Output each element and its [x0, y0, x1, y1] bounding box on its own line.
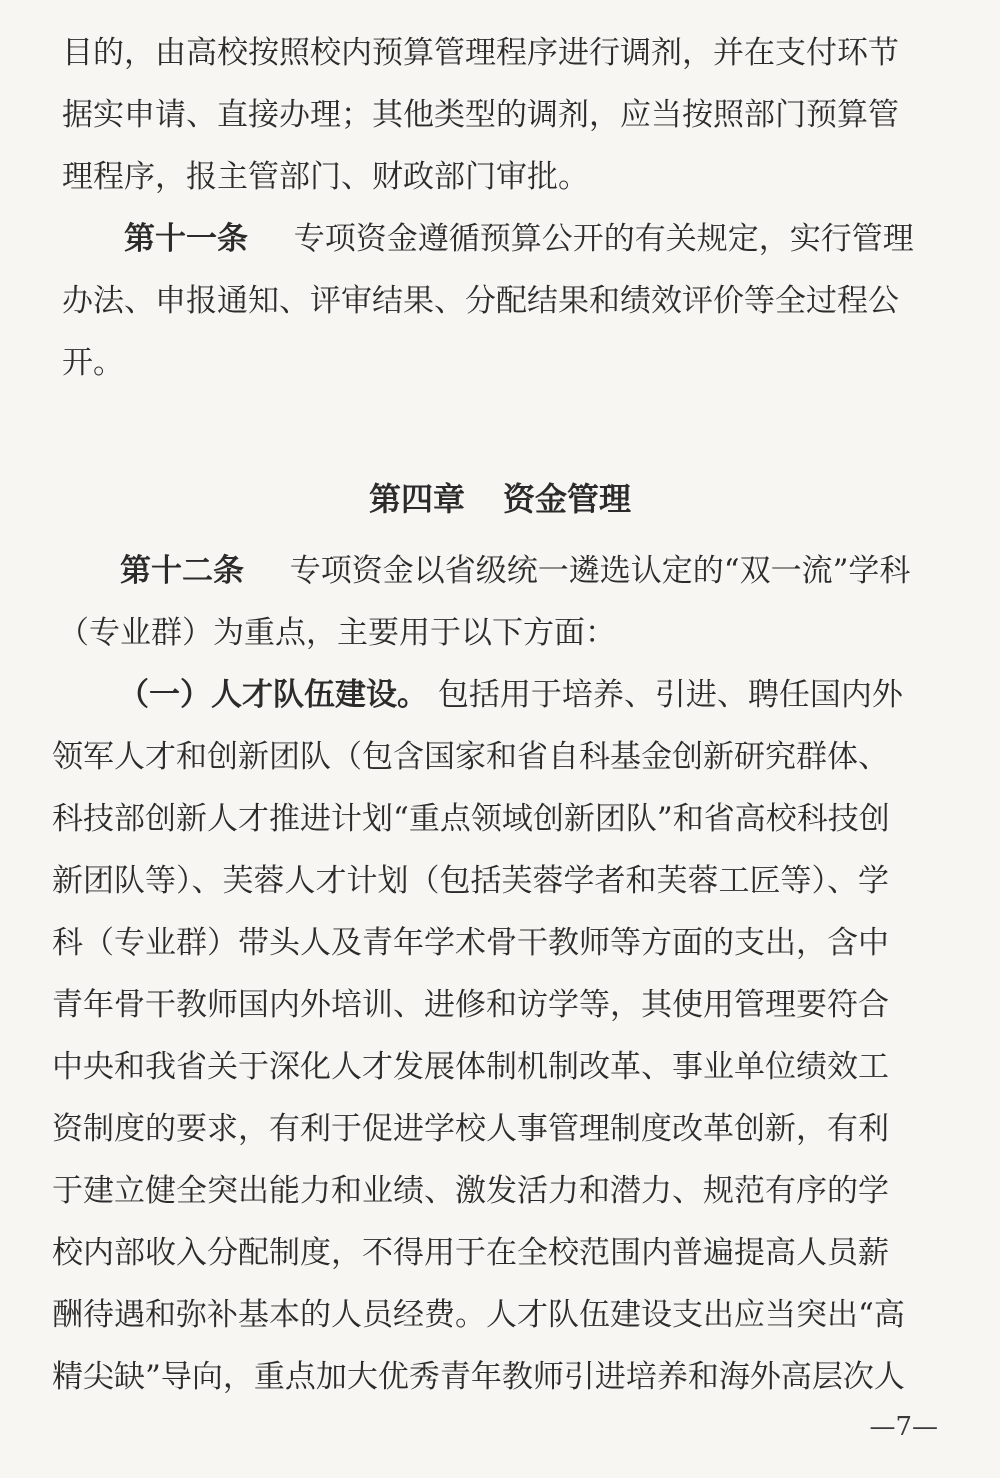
article-12-label: 第十二条 — [120, 553, 244, 589]
article-12-text: 专项资金以省级统一遴选认定的“双一流”学科 — [289, 553, 911, 589]
item-1-line — [0, 664, 1000, 726]
text-line: 资制度的要求，有利于促进学校人事管理制度改革创新，有利 — [52, 1111, 889, 1147]
article-11-line — [0, 208, 1000, 270]
paragraph-line — [0, 1160, 1000, 1222]
paragraph-line — [0, 1222, 1000, 1284]
paragraph-line — [0, 146, 1000, 208]
paragraph-line — [0, 332, 1000, 394]
paragraph-line — [0, 270, 1000, 332]
article-11-label: 第十一条 — [124, 221, 248, 257]
text-line: 校内部收入分配制度，不得用于在全校范围内普遍提高人员薪 — [52, 1235, 889, 1271]
text-line: 中央和我省关于深化人才发展体制机制改革、事业单位绩效工 — [52, 1049, 889, 1085]
paragraph-line — [0, 84, 1000, 146]
paragraph-line — [0, 1036, 1000, 1098]
item-1-label: （一）人才队伍建设。 — [118, 677, 428, 713]
page-number: —7— — [869, 1412, 938, 1442]
paragraph-line — [0, 788, 1000, 850]
paragraph-line — [0, 602, 1000, 664]
chapter-number: 第四章 — [368, 480, 465, 518]
paragraph-line — [0, 850, 1000, 912]
article-11-text: 专项资金遵循预算公开的有关规定，实行管理 — [293, 221, 914, 257]
text-line: 开。 — [62, 345, 124, 381]
text-line: 于建立健全突出能力和业绩、激发活力和潜力、规范有序的学 — [52, 1173, 889, 1209]
text-line: 科（专业群）带头人及青年学术骨干教师等方面的支出，含中 — [52, 925, 889, 961]
paragraph-line — [0, 1284, 1000, 1346]
text-line: 精尖缺”导向，重点加大优秀青年教师引进培养和海外高层次人 — [52, 1359, 905, 1395]
text-line: 科技部创新人才推进计划“重点领域创新团队”和省高校科技创 — [52, 801, 890, 837]
text-line: 目的，由高校按照校内预算管理程序进行调剂，并在支付环节 — [62, 35, 899, 71]
text-line: 办法、申报通知、评审结果、分配结果和绩效评价等全过程公 — [62, 283, 899, 319]
text-line: 理程序，报主管部门、财政部门审批。 — [62, 159, 589, 195]
text-line: 新团队等）、芙蓉人才计划（包括芙蓉学者和芙蓉工匠等）、学 — [52, 863, 889, 899]
text-line: 据实申请、直接办理；其他类型的调剂，应当按照部门预算管 — [62, 97, 899, 133]
paragraph-line — [0, 1346, 1000, 1408]
chapter-heading — [0, 468, 1000, 530]
paragraph-line — [0, 912, 1000, 974]
article-12-line — [0, 540, 1000, 602]
item-1-text: 包括用于培养、引进、聘任国内外 — [437, 677, 903, 713]
paragraph-line — [0, 1098, 1000, 1160]
chapter-title: 资金管理 — [503, 480, 632, 518]
paragraph-line — [0, 726, 1000, 788]
text-line: 青年骨干教师国内外培训、进修和访学等，其使用管理要符合 — [52, 987, 889, 1023]
text-line: 领军人才和创新团队（包含国家和省自科基金创新研究群体、 — [52, 739, 889, 775]
text-line: （专业群）为重点，主要用于以下方面： — [58, 615, 616, 651]
paragraph-line — [0, 974, 1000, 1036]
text-line: 酬待遇和弥补基本的人员经费。人才队伍建设支出应当突出“高 — [52, 1297, 905, 1333]
paragraph-line — [0, 22, 1000, 84]
